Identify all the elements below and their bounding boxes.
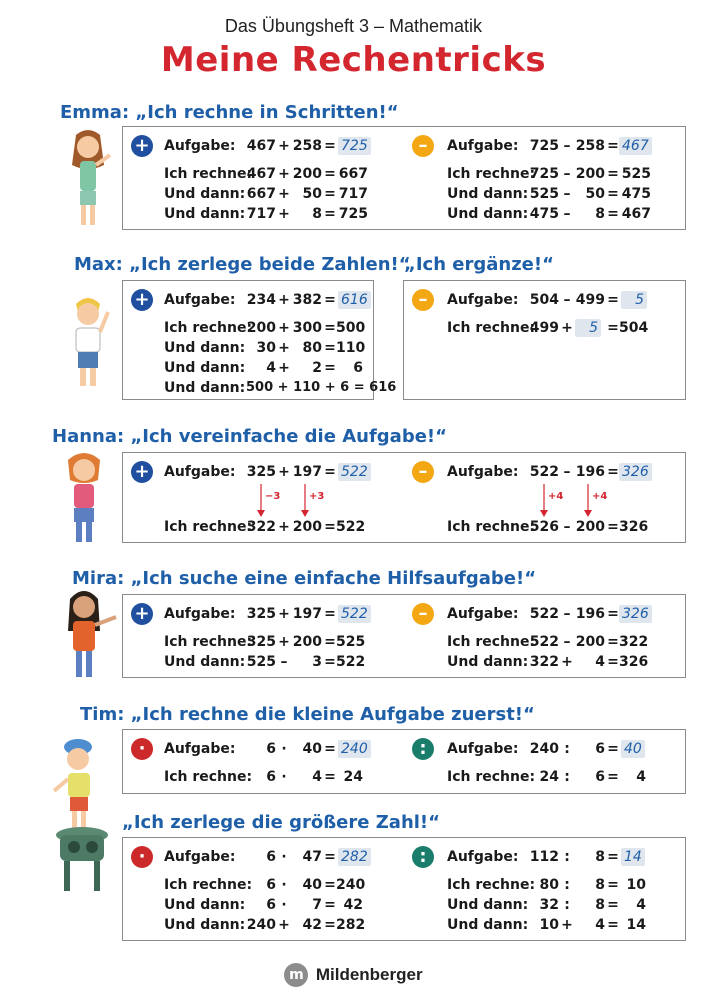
groesser-div-row-2: Ich rechne: 80 : 8 = 10 (447, 877, 646, 893)
tim-div-row-1: Aufgabe: 240 : 6 = 40 (447, 740, 657, 758)
publisher-logo-icon: m (284, 963, 308, 987)
groesser-mul-row-1: Aufgabe: 6 · 47 = 282 (164, 848, 374, 866)
max-add-row-4: Und dann: 4 + 2 = 6 (164, 360, 363, 376)
groesser-mul-row-4: Und dann: 240 + 42 = 282 (164, 917, 366, 933)
heading-groesser: „Ich zerlege die größere Zahl!“ (122, 812, 440, 833)
groesser-div-row-4: Und dann: 10 + 4 = 14 (447, 917, 646, 933)
answer-field: 467 (619, 137, 652, 155)
emma-sub-row-1: Aufgabe: 725 – 258 = 467 (447, 137, 657, 155)
answer-field: 522 (338, 605, 371, 623)
emma-add-row-1: Aufgabe: 467 + 258 = 725 (164, 137, 374, 155)
mira-sub-row-3: Und dann: 322 + 4 = 326 (447, 654, 649, 670)
max-add-row-5: Und dann: 500 + 110 + 6 = 616 (164, 380, 397, 396)
emma-add-row-3: Und dann: 667 + 50 = 717 (164, 186, 368, 202)
tim-div-row-2: Ich rechne: 24 : 6 = 4 (447, 769, 646, 785)
hanna-add-row-2: Ich rechne: 322 + 200 = 522 (164, 519, 366, 535)
groesser-div-row-1: Aufgabe: 112 : 8 = 14 (447, 848, 657, 866)
plus-icon: + (131, 461, 153, 483)
divide-icon: : (412, 846, 434, 868)
groesser-mul-row-3: Und dann: 6 · 7 = 42 (164, 897, 363, 913)
hanna-sub-row-2: Ich rechne: 526 – 200 = 326 (447, 519, 649, 535)
max-add-row-1: Aufgabe: 234 + 382 = 616 (164, 291, 374, 309)
answer-field: 40 (621, 740, 645, 758)
page-subtitle: Das Übungsheft 3 – Mathematik (224, 16, 483, 36)
heading-mira: Mira: „Ich suche eine einfache Hilfsaufgabe!“ (72, 568, 537, 589)
page-title: Meine Rechentricks (160, 40, 547, 80)
minus-icon: – (412, 135, 434, 157)
publisher-name: Mildenberger (315, 965, 423, 984)
answer-field: 5 (621, 291, 647, 309)
emma-add-row-4: Und dann: 717 + 8 = 725 (164, 206, 368, 222)
emma-sub-row-3: Und dann: 525 – 50 = 475 (447, 186, 651, 202)
heading-emma: Emma: „Ich rechne in Schritten!“ (60, 102, 399, 123)
max-add-row-2: Ich rechne: 200 + 300 = 500 (164, 320, 366, 336)
max-add-row-3: Und dann: 30 + 80 = 110 (164, 340, 366, 356)
heading-max: Max: „Ich zerlege beide Zahlen!“ (74, 254, 411, 275)
answer-field: 240 (338, 740, 371, 758)
arrow-label: −3 (265, 491, 281, 502)
plus-icon: + (131, 289, 153, 311)
hanna-add-row-1: Aufgabe: 325 + 197 = 522 (164, 463, 374, 481)
arrow-label: +4 (592, 491, 608, 502)
groesser-mul-row-2: Ich rechne: 6 · 40 = 240 (164, 877, 366, 893)
arrow-label: +4 (548, 491, 564, 502)
emma-sub-row-2: Ich rechne: 725 – 200 = 525 (447, 166, 651, 182)
mira-add-row-2: Ich rechne: 325 + 200 = 525 (164, 634, 366, 650)
multiply-icon: · (131, 846, 153, 868)
heading-erganze: „Ich ergänze!“ (404, 254, 554, 275)
plus-icon: + (131, 135, 153, 157)
emma-add-row-2: Ich rechne: 467 + 200 = 667 (164, 166, 368, 182)
divide-icon: : (412, 738, 434, 760)
mira-add-row-3: Und dann: 525 – 3 = 522 (164, 654, 366, 670)
answer-field: 522 (338, 463, 371, 481)
heading-hanna: Hanna: „Ich vereinfache die Aufgabe!“ (52, 426, 447, 447)
plus-icon: + (131, 603, 153, 625)
hanna-sub-row-1: Aufgabe: 522 – 196 = 326 (447, 463, 657, 481)
emma-sub-row-4: Und dann: 475 – 8 = 467 (447, 206, 651, 222)
answer-field: 282 (338, 848, 371, 866)
answer-field: 326 (619, 463, 652, 481)
mira-illustration (56, 585, 122, 685)
groesser-div-row-3: Und dann: 32 : 8 = 4 (447, 897, 646, 913)
tim-mul-row-2: Ich rechne: 6 · 4 = 24 (164, 769, 363, 785)
answer-field: 14 (621, 848, 645, 866)
answer-field: 616 (338, 291, 371, 309)
mira-sub-row-1: Aufgabe: 522 – 196 = 326 (447, 605, 657, 623)
max-illustration (58, 290, 118, 395)
multiply-icon: · (131, 738, 153, 760)
answer-field: 5 (575, 319, 601, 337)
tim-illustration (50, 735, 120, 895)
minus-icon: – (412, 289, 434, 311)
erganze-row-2: Ich rechne: 499 + 5 = 504 (447, 320, 649, 336)
emma-illustration (58, 125, 118, 230)
answer-field: 326 (619, 605, 652, 623)
mira-add-row-1: Aufgabe: 325 + 197 = 522 (164, 605, 374, 623)
arrow-label: +3 (309, 491, 325, 502)
minus-icon: – (412, 461, 434, 483)
erganze-row-1: Aufgabe: 504 – 499 = 5 (447, 291, 657, 309)
hanna-illustration (54, 448, 114, 548)
answer-field: 725 (338, 137, 371, 155)
footer (0, 963, 707, 987)
heading-tim: Tim: „Ich rechne die kleine Aufgabe zuerst!“ (80, 704, 535, 725)
tim-mul-row-1: Aufgabe: 6 · 40 = 240 (164, 740, 374, 758)
mira-sub-row-2: Ich rechne: 522 – 200 = 322 (447, 634, 649, 650)
minus-icon: – (412, 603, 434, 625)
